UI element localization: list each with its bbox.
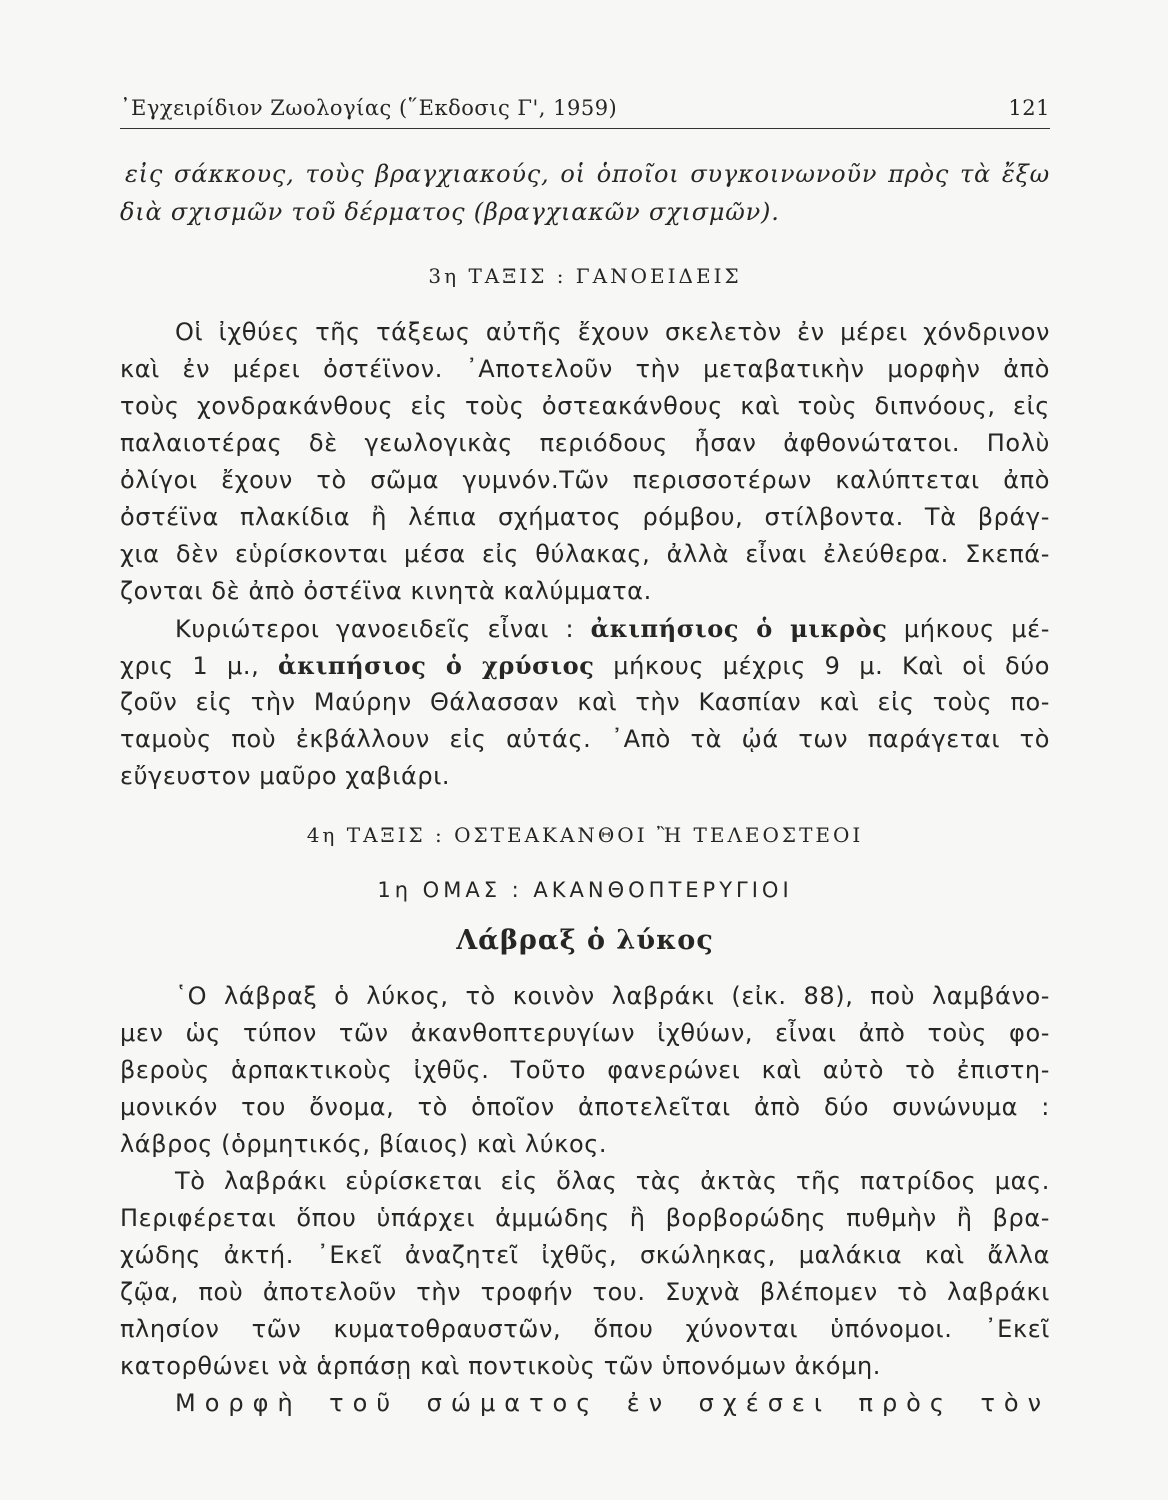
paragraph-line: πλησίον τῶν κυματοθραυστῶν, ὅπου χύνονται ὑπόνομοι. ᾽Εκεῖ (120, 1315, 1050, 1343)
paragraph-line: λάβρος (ὁρμητικός, βίαιος) καὶ λύκος. (120, 1130, 608, 1158)
paragraph-line: Οἱ ἰχθύες τῆς τάξεως αὐτῆς ἔχουν σκελετὸν ἐν μέρει χόνδρινον (175, 318, 1050, 346)
species-heading: Λάβραξ ὁ λύκος (456, 925, 714, 956)
paragraph-line: ὀλίγοι ἔχουν τὸ σῶμα γυμνόν.Τῶν περισσοτέρων καλύπτεται ἀπὸ (120, 466, 1050, 494)
species-name: ἀκιπήσιος ὁ μικρὸς (590, 614, 888, 643)
paragraph-line: Περιφέρεται ὅπου ὑπάρχει ἀμμώδης ἢ βορβορώδης πυθμὴν ἢ βρα- (120, 1204, 1050, 1232)
text-span: μήκους μέ- (903, 615, 1050, 643)
running-head (120, 96, 1050, 130)
paragraph-line: ζῷα, ποὺ ἀποτελοῦν τὴν τροφήν του. Συχνὰ βλέπομεν τὸ λαβράκι (120, 1278, 1050, 1306)
paragraph-line: τοὺς χονδρακάνθους εἰς τοὺς ὀστεακάνθους καὶ τοὺς διπνόους, εἰς (120, 392, 1050, 420)
paragraph-line: ὀστέϊνα πλακίδια ἢ λέπια σχήματος ρόμβου, στίλβοντα. Τὰ βράγ- (120, 503, 1050, 531)
paragraph-line: χια δὲν εὑρίσκονται μέσα εἰς θύλακας, ἀλλὰ εἶναι ἐλεύθερα. Σκεπά- (120, 540, 1050, 568)
paragraph-line: ταμοὺς ποὺ ἐκβάλλουν εἰς αὐτάς. ᾽Απὸ τὰ ᾠά των παράγεται τὸ (120, 725, 1050, 753)
paragraph-line: ζοῦν εἰς τὴν Μαύρην Θάλασσαν καὶ τὴν Κασπίαν καὶ εἰς τοὺς πο- (120, 688, 1050, 716)
paragraph-line: κατορθώνει νὰ ἁρπάσῃ καὶ ποντικοὺς τῶν ὑπονόμων ἀκόμη. (120, 1352, 881, 1380)
book-page (120, 0, 1050, 1500)
text-span: Κυριώτεροι γανοειδεῖς εἶναι : (175, 615, 575, 643)
paragraph-line: ῾Ο λάβραξ ὁ λύκος, τὸ κοινὸν λαβράκι (εἰκ. 88), ποὺ λαμβάνο- (175, 982, 1050, 1010)
paragraph-line: μεν ὡς τύπον τῶν ἀκανθοπτερυγίων ἰχθύων, εἶναι ἀπὸ τοὺς φο- (120, 1019, 1050, 1047)
paragraph-line: καὶ ἐν μέρει ὀστέϊνον. ᾽Αποτελοῦν τὴν μεταβατικὴν μορφὴν ἀπὸ (120, 355, 1050, 383)
paragraph-line: μονικόν του ὄνομα, τὸ ὁποῖον ἀποτελεῖται ἀπὸ δύο συνώνυμα : (120, 1093, 1050, 1121)
page-number: 121 (1008, 96, 1050, 120)
fragment-line: εἰς σάκκους, τοὺς βραγχιακούς, οἱ ὁποῖοι συγκοινωνοῦν πρὸς τὰ ἔξω (125, 160, 1050, 188)
paragraph-line (120, 614, 1050, 643)
paragraph-line (120, 651, 1050, 680)
paragraph-line: παλαιοτέρας δὲ γεωλογικὰς περιόδους ἦσαν ἀφθονώτατοι. Πολὺ (120, 429, 1050, 457)
paragraph-line: χώδης ἀκτή. ᾽Εκεῖ ἀναζητεῖ ἰχθῦς, σκώληκας, μαλάκια καὶ ἄλλα (120, 1241, 1050, 1269)
paragraph-line: ζονται δὲ ἀπὸ ὀστέϊνα κινητὰ καλύμματα. (120, 577, 652, 605)
paragraph-line: βεροὺς ἁρπακτικοὺς ἰχθῦς. Τοῦτο φανερώνει καὶ αὐτὸ τὸ ἐπιστη- (120, 1056, 1050, 1084)
book-title: ᾽Εγχειρίδιον Ζωολογίας (῞Εκδοσις Γ', 1959) (120, 96, 618, 120)
species-name: ἀκιπήσιος ὁ χρύσιος (278, 651, 595, 680)
header-rule (120, 128, 1050, 129)
paragraph-line-spaced: Μορφὴ τοῦ σώματος ἐν σχέσει πρὸς τὸν (175, 1389, 1050, 1417)
class-heading-teleost: 4η ΤΑΞΙΣ : ΟΣΤΕΑΚΑΝΘΟΙ Ἢ ΤΕΛΕΟΣΤΕΟΙ (306, 823, 864, 847)
paragraph-line: Τὸ λαβράκι εὑρίσκεται εἰς ὅλας τὰς ἀκτὰς τῆς πατρίδος μας. (175, 1167, 1050, 1195)
group-heading: 1η ΟΜΑΣ : ΑΚΑΝΘΟΠΤΕΡΥΓΙΟΙ (377, 878, 793, 902)
text-span: χρις 1 μ., (120, 652, 260, 680)
text-span: μήκους μέχρις 9 μ. Καὶ οἱ δύο (613, 652, 1051, 680)
class-heading-ganoid: 3η ΤΑΞΙΣ : ΓΑΝΟΕΙΔΕΙΣ (428, 264, 742, 288)
paragraph-line: εὔγευστον μαῦρο χαβιάρι. (120, 762, 451, 790)
fragment-line: διὰ σχισμῶν τοῦ δέρματος (βραγχιακῶν σχισμῶν). (120, 198, 780, 226)
